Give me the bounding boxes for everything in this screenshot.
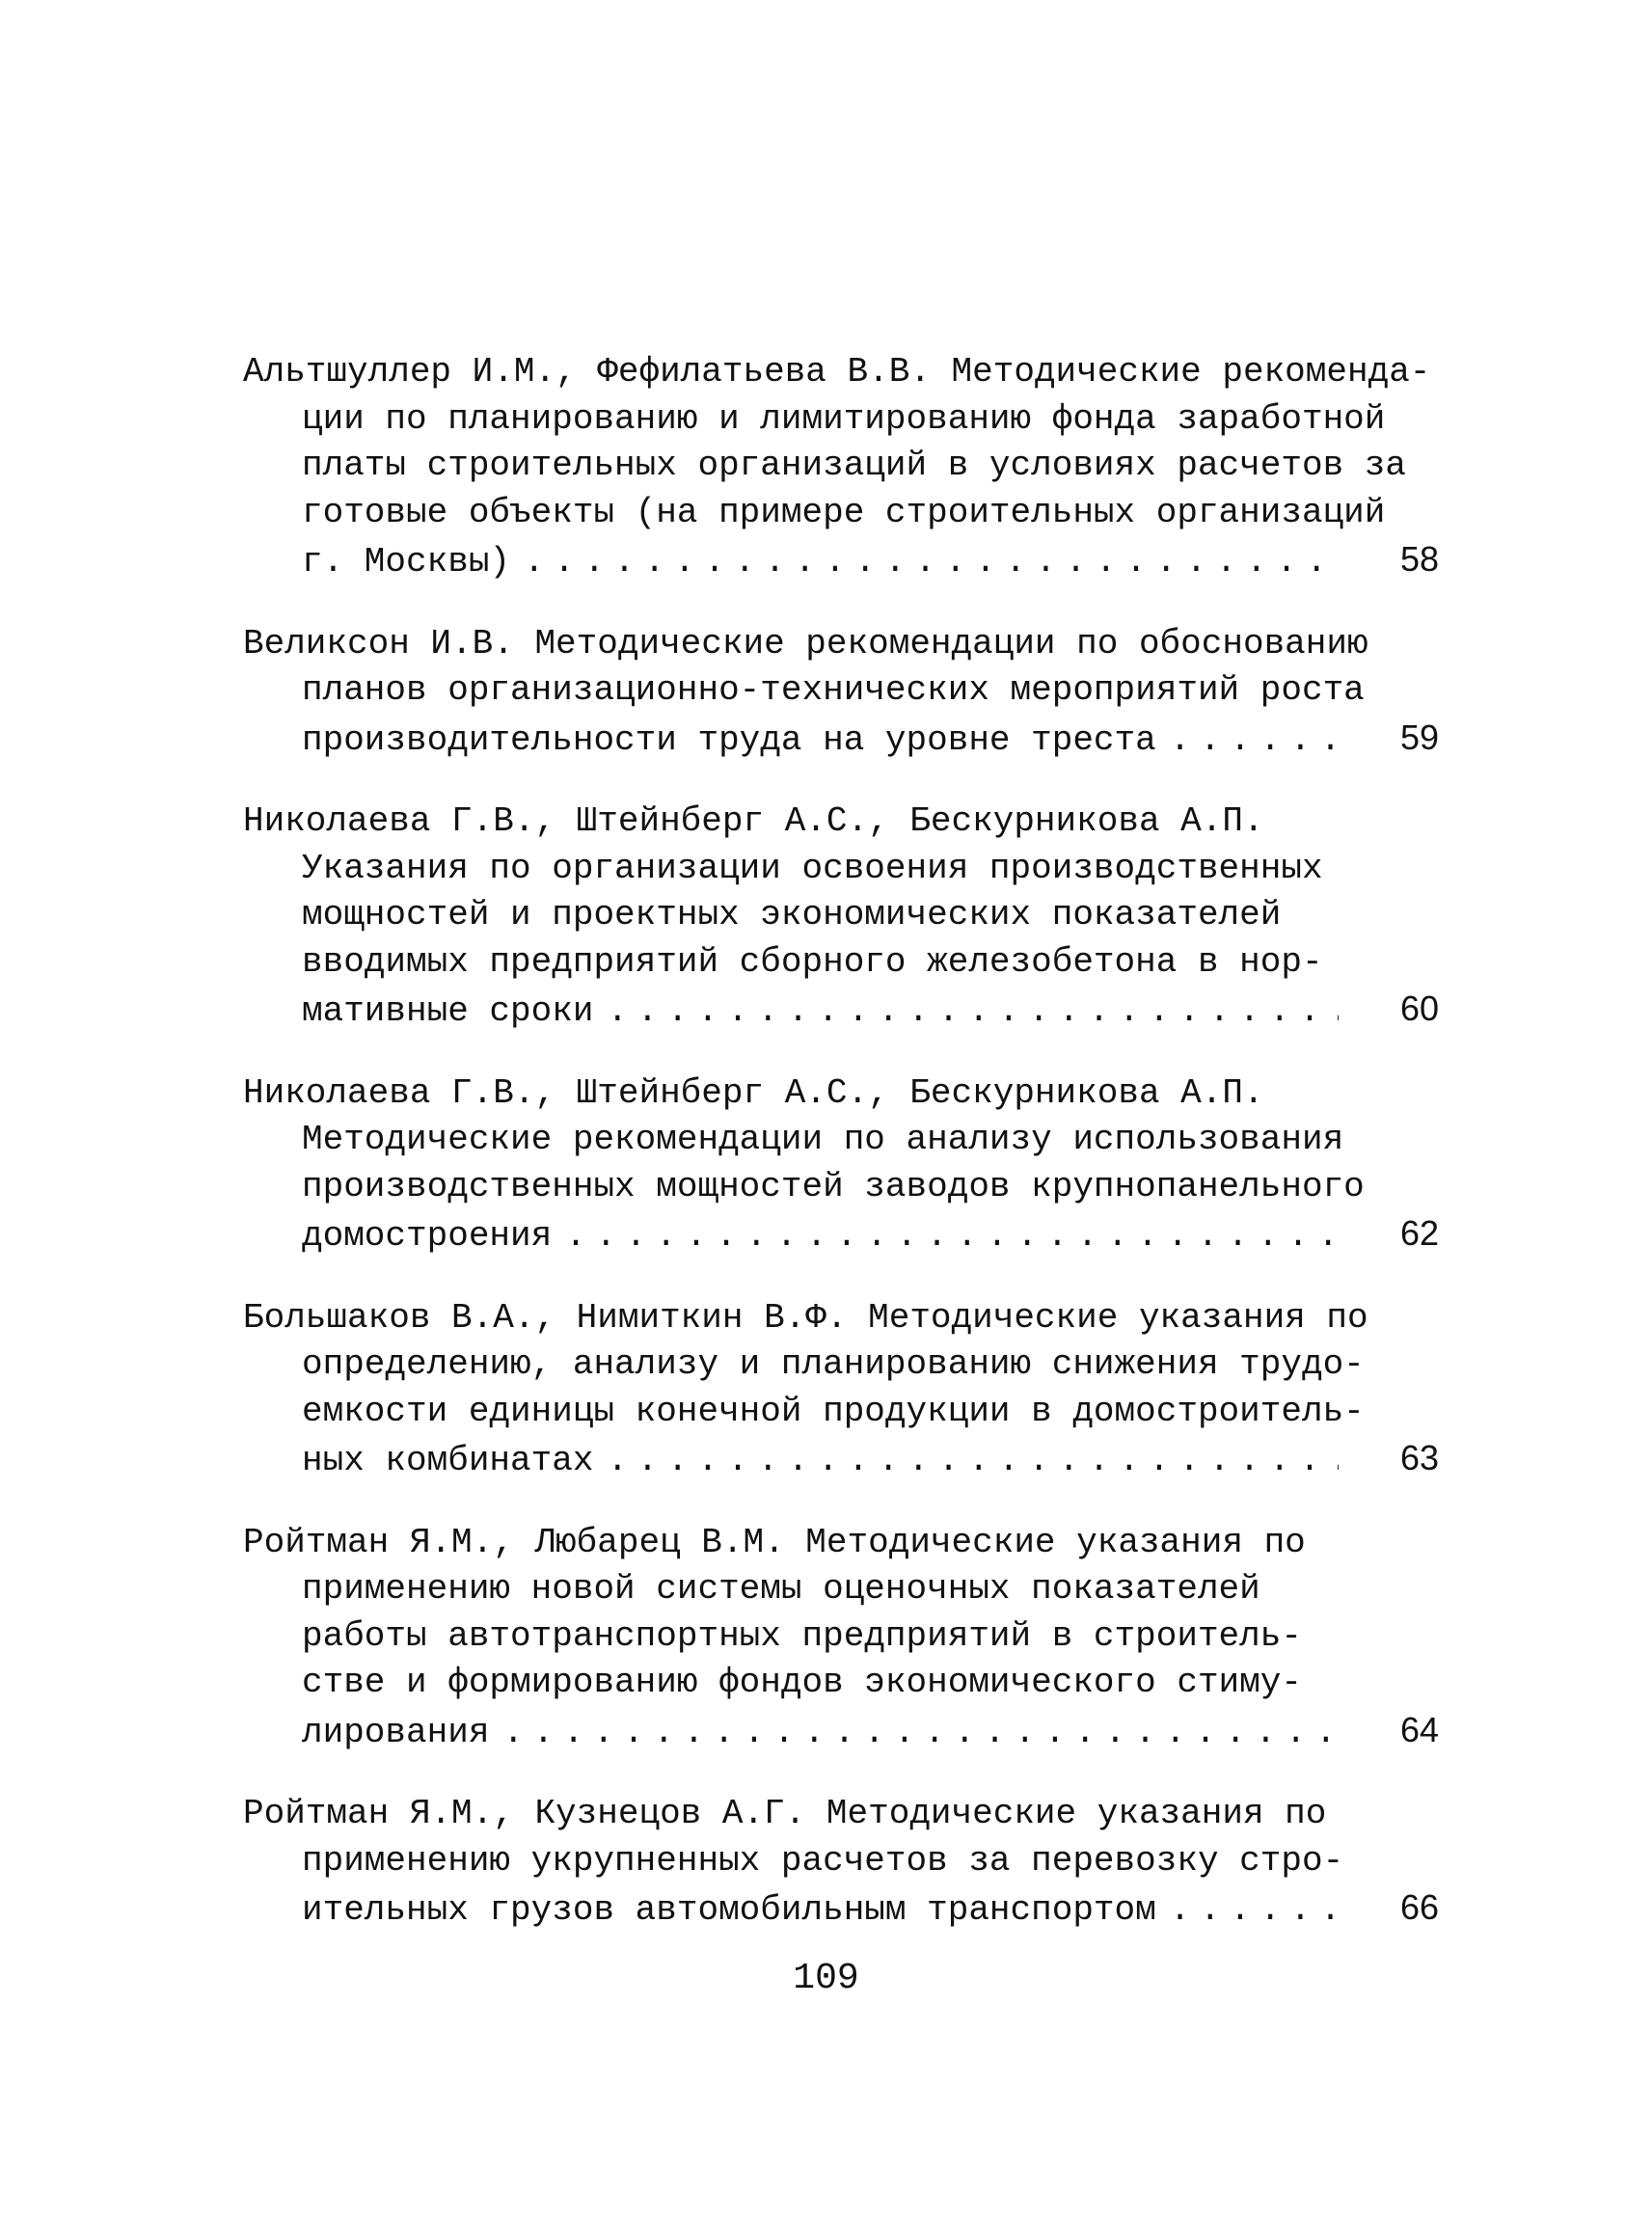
page-number: 60: [1399, 989, 1439, 1028]
entry-first-line: Николаева Г.В., Штейнберг А.С., Бескурникова А.П.: [243, 801, 1264, 841]
dot-leader: [502, 1710, 1339, 1757]
entry-line: платы строительных организаций в условиях расчетов за: [302, 446, 1406, 485]
entry-line: ции по планированию и лимитированию фонда заработной: [302, 398, 1386, 439]
page-number: 62: [1399, 1213, 1439, 1253]
entry-line: применению новой системы оценочных показателей: [302, 1569, 1260, 1609]
toc-entry: [243, 799, 1439, 1036]
entry-last-line: [243, 986, 1439, 1036]
entry-line: ительных грузов автомобильным транспортом: [302, 1890, 1156, 1930]
entry-line: планов организационно-технических мероприятий роста: [302, 670, 1365, 710]
page-number: 66: [1399, 1887, 1439, 1927]
page-number: 64: [1399, 1709, 1439, 1749]
table-of-contents: [243, 349, 1439, 1969]
page-number: 59: [1399, 717, 1439, 757]
entry-last-line: [243, 1435, 1439, 1485]
entry-line: производительности труда на уровне треста: [302, 719, 1156, 760]
toc-entry: [243, 1295, 1439, 1485]
entry-first-line: Большаков В.А., Нимиткин В.Ф. Методические указания по: [243, 1297, 1368, 1338]
entry-line: определению, анализу и планированию снижения трудо-: [302, 1344, 1365, 1384]
toc-entry: [243, 1520, 1439, 1757]
toc-entry: [243, 1070, 1439, 1260]
dot-leader: [565, 1213, 1339, 1260]
entry-line: мощностей и проектных экономических показателей: [302, 895, 1282, 934]
entry-line: г. Москвы): [302, 542, 511, 582]
page-number: 63: [1399, 1438, 1439, 1477]
entry-line: домостроения: [302, 1216, 553, 1256]
entry-line: емкости единицы конечной продукции в домостроитель-: [302, 1391, 1365, 1431]
entry-last-line: [243, 1210, 1439, 1260]
entry-last-line: [243, 715, 1439, 765]
entry-line: ных комбинатах: [302, 1441, 594, 1480]
entry-first-line: Николаева Г.В., Штейнберг А.С., Бескурникова А.П.: [243, 1072, 1264, 1113]
entry-last-line: [243, 536, 1439, 586]
entry-first-line: Альтшуллер И.М., Фефилатьева В.В. Методические рекоменда-: [243, 352, 1431, 392]
folio-page-number: 109: [793, 1958, 859, 1999]
entry-line: стве и формированию фондов экономического стиму-: [302, 1663, 1302, 1702]
page-number: 58: [1399, 539, 1439, 579]
entry-last-line: [243, 1884, 1439, 1935]
entry-line: Методические рекомендации по анализу использования: [302, 1120, 1344, 1159]
entry-line: мативные сроки: [302, 991, 594, 1031]
toc-entry: [243, 349, 1439, 586]
entry-line: лирования: [302, 1712, 490, 1752]
toc-entry: [243, 1791, 1439, 1935]
dot-leader: [1170, 718, 1339, 765]
entry-last-line: [243, 1707, 1439, 1757]
entry-line: производственных мощностей заводов крупнопанельного: [302, 1166, 1365, 1206]
dot-leader: [607, 989, 1339, 1036]
entry-line: готовые объекты (на примере строительных организаций: [302, 492, 1386, 532]
entry-first-line: Ройтман Я.М., Любарец В.М. Методические указания по: [243, 1522, 1306, 1562]
entry-line: работы автотранспортных предприятий в строитель-: [302, 1615, 1302, 1656]
entry-line: применению укрупненных расчетов за перевозку стро-: [302, 1840, 1344, 1881]
dot-leader: [524, 539, 1339, 586]
entry-line: вводимых предприятий сборного железобетона в нор-: [302, 941, 1323, 982]
toc-entry: [243, 621, 1439, 765]
entry-first-line: Великсон И.В. Методические рекомендации по обоснованию: [243, 623, 1368, 664]
dot-leader: [1170, 1887, 1339, 1935]
dot-leader: [607, 1438, 1339, 1485]
entry-line: Указания по организации освоения производственных: [302, 848, 1323, 888]
entry-first-line: Ройтман Я.М., Кузнецов А.Г. Методические указания по: [243, 1794, 1327, 1833]
